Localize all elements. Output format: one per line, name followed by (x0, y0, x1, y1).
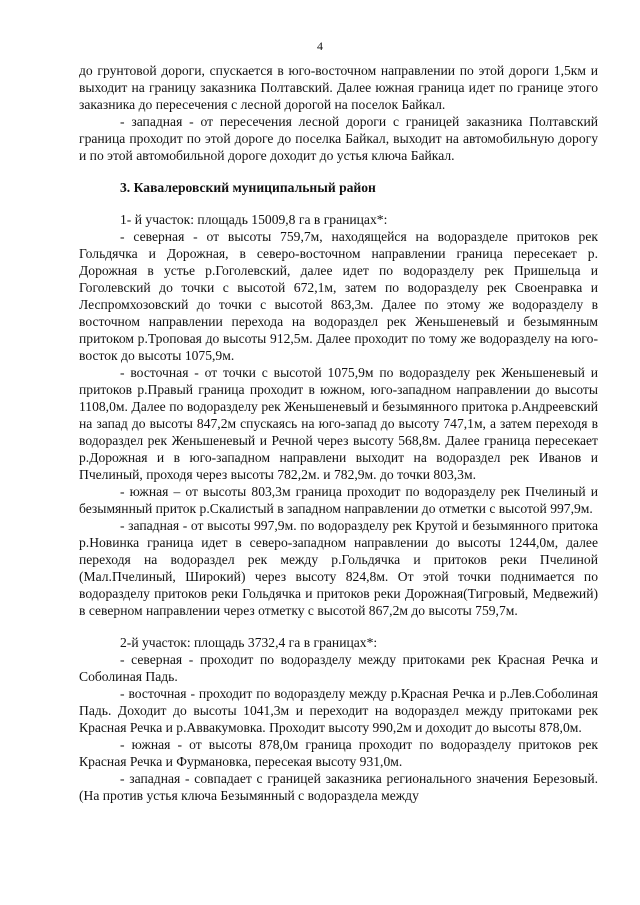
paragraph: - западная - совпадает с границей заказника регионального значения Березовый. (На против устья ключа Безымянный с водораздела между (79, 771, 598, 803)
paragraph: 2-й участок: площадь 3732,4 га в границах*: (120, 635, 378, 650)
paragraph: - северная - проходит по водоразделу между притоками рек Красная Речка и Соболиная Падь. (79, 652, 598, 684)
document-body (79, 62, 598, 804)
paragraph: - западная - от пересечения лесной дороги с границей заказника Полтавский граница проходит по этой дороге до поселка Байкал, выходит на автомобильную дорогу и по этой автомобильной дороге доходит до устья ключа Байкал. (79, 114, 598, 163)
paragraph: - восточная - от точки с высотой 1075,9м по водоразделу рек Женьшеневый и притоков р.Правый граница проходит в южном, юго-западном направлении до высоты 1108,0м. Далее по водоразделу рек Женьшеневый и безымянного притока р.Андреевский на запад до высоты 847,2м спускаясь на юго-запад до высоту 747,1м, а затем переходя в водораздел рек Женьшеневый и Речной через высоту 568,8м. Далее граница пересекает р.Дорожная и в юго-западном направлени выходит на водораздел рек Иванов и Пчелиный, проходя через высоты 782,2м. и 782,9м. до точки 803,3м. (79, 365, 598, 482)
section-heading: 3. Кавалеровский муниципальный район (120, 180, 376, 195)
paragraph: - южная - от высоты 878,0м граница проходит по водоразделу притоков рек Красная Речка и Фурмановка, пересекая высоту 931,0м. (79, 737, 598, 769)
paragraph: 1- й участок: площадь 15009,8 га в границах*: (120, 212, 388, 227)
paragraph: - северная - от высоты 759,7м, находящейся на водоразделе притоков рек Гольдячка и Дорожная, в северо-восточном направлении граница пересекает р. Дорожная в устье р.Гоголевский, далее идет по водоразделу рек Пришельца и Гоголевский до точки с высотой 672,1м, затем по водоразделу рек Своенравка и Леспромхозовский до точки с высотой 863,3м. Далее по этому же водоразделу в восточном направлении перехода на водораздел рек Женьшеневый и безымянным притоком р.Троповая до высоты 912,5м. Далее проходит по тому же водоразделу на юго-восток до высоты 1075,9м. (79, 229, 598, 363)
paragraph: - западная - от высоты 997,9м. по водоразделу рек Крутой и безымянного притока р.Новинка граница идет в северо-западном направлении до высоты 1244,0м, далее переходя на водораздел рек между р.Гольдячка и притоков реки Пчелиной (Мал.Пчелиный, Широкий) через высоту 824,8м. От этой точки поднимается по водоразделу притоков реки Гольдячка и притоков реки Дорожная(Тигровый, Медвежий) в северном направлении через отметку с высотой 867,2м до высоты 759,7м. (79, 518, 598, 618)
paragraph: до грунтовой дороги, спускается в юго-восточном направлении по этой дороги 1,5км и выходит на границу заказника Полтавский. Далее южная граница идет по границе этого заказника до пересечения с лесной дорогой на поселок Байкал. (79, 63, 598, 112)
paragraph: - южная – от высоты 803,3м граница проходит по водоразделу рек Пчелиный и безымянный приток р.Скалистый в западном направлении до отметки с высотой 997,9м. (79, 484, 598, 516)
page-number: 4 (317, 39, 323, 53)
paragraph: - восточная - проходит по водоразделу между р.Красная Речка и р.Лев.Соболиная Падь. Доходит до высоты 1041,3м и переходит на водораздел между притоками рек Красная Речка и р.Аввакумовка. Проходит высоту 990,2м и доходит до высоты 878,0м. (79, 686, 598, 735)
